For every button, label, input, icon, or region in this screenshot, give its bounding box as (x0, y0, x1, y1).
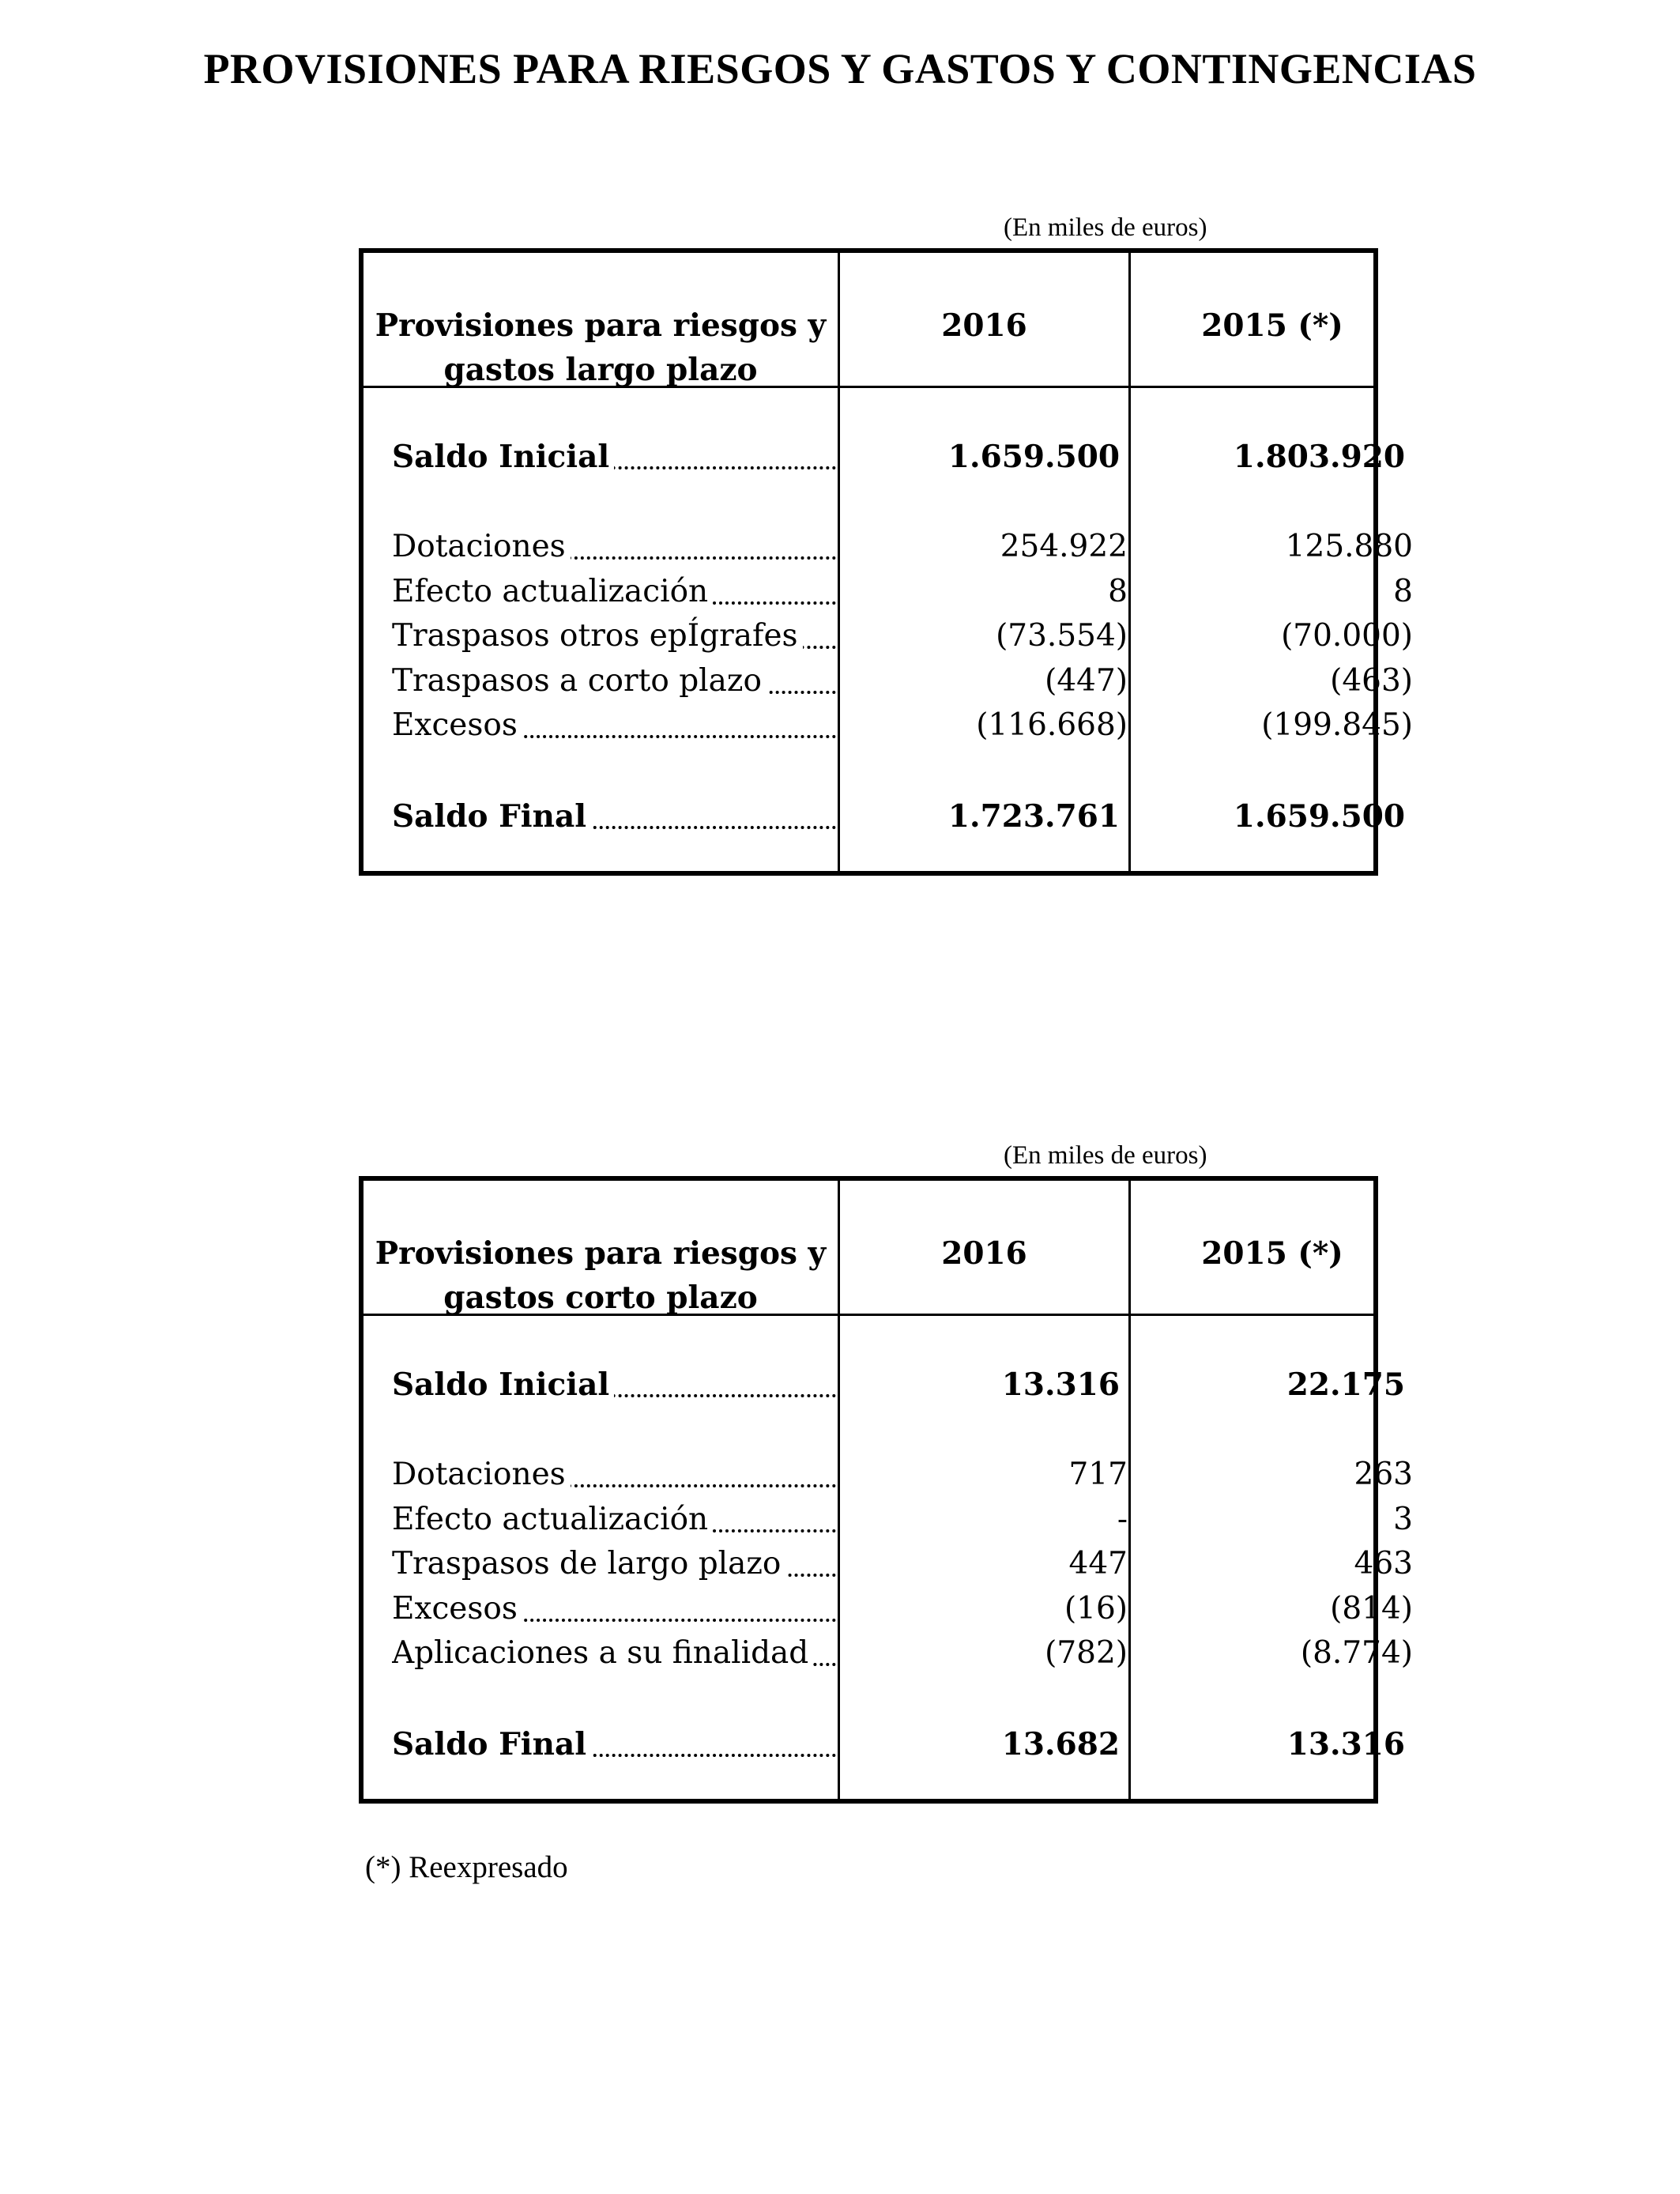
header-label-line2: gastos corto plazo (443, 1280, 758, 1316)
value-2016: 8 (1108, 573, 1128, 609)
table-row (363, 1542, 1413, 1586)
value-2016: 717 (1068, 1457, 1128, 1492)
table-row (363, 659, 1413, 703)
value-2016: 1.659.500 (947, 439, 1120, 475)
row-label-cell (392, 703, 836, 748)
value-2016: (782) (1045, 1635, 1128, 1671)
value-2015: 125.880 (1285, 529, 1413, 564)
row-label: Traspasos de largo plazo (392, 1546, 785, 1581)
value-2016: - (1117, 1501, 1128, 1537)
table-row (363, 1363, 1405, 1407)
header-year-2016: 2016 (941, 1235, 1027, 1272)
row-label-cell (392, 525, 836, 569)
row-label-cell (392, 1498, 836, 1542)
table-row (363, 1587, 1413, 1631)
value-2016: 447 (1068, 1546, 1128, 1581)
row-label: Traspasos a corto plazo (392, 663, 767, 699)
row-label-cell (392, 570, 836, 614)
row-label: Excesos (392, 707, 522, 743)
row-label-cell (392, 1363, 836, 1407)
value-2015: 13.316 (1286, 1725, 1405, 1762)
value-2015: 1.803.920 (1233, 439, 1405, 475)
row-label-cell (392, 794, 836, 839)
header-year-2015: 2015 (*) (1201, 1235, 1343, 1272)
value-2016: (73.554) (996, 618, 1128, 654)
header-label-line1: Provisiones para riesgos y (375, 307, 827, 344)
value-2015: (463) (1330, 662, 1413, 699)
value-2015: 22.175 (1286, 1367, 1405, 1403)
table-row (363, 1453, 1413, 1497)
row-label-cell (392, 435, 836, 479)
row-label: Saldo Inicial (392, 439, 614, 475)
row-label-cell (392, 1631, 836, 1676)
value-2016: 13.682 (1001, 1725, 1120, 1762)
value-2015: (199.845) (1261, 707, 1413, 743)
value-2016: 13.316 (1001, 1367, 1120, 1403)
value-2015: 3 (1393, 1501, 1413, 1537)
table-row (363, 435, 1405, 479)
unit-note: (En miles de euros) (1004, 213, 1207, 242)
provisions-short-term-table (359, 1176, 1413, 1804)
table-row (363, 1631, 1413, 1676)
table-row (363, 703, 1413, 748)
row-label: Saldo Inicial (392, 1367, 614, 1403)
row-label-cell (392, 614, 836, 658)
row-label: Dotaciones (392, 1457, 571, 1492)
table-row (363, 525, 1413, 569)
row-label: Dotaciones (392, 529, 571, 564)
value-2015: 463 (1354, 1546, 1413, 1581)
row-label: Traspasos otros epÍgrafes (392, 618, 803, 654)
table-row (363, 570, 1413, 614)
page-title: PROVISIONES PARA RIESGOS Y GASTOS Y CONTINGENCIAS (203, 45, 1477, 92)
table-row (363, 1498, 1413, 1542)
value-2016: (116.668) (976, 707, 1128, 743)
value-2015: 1.659.500 (1233, 797, 1405, 835)
row-label-cell (392, 1453, 836, 1497)
value-2015: (8.774) (1300, 1635, 1413, 1671)
row-label-cell (392, 1542, 836, 1586)
row-label: Efecto actualización (392, 574, 713, 609)
footnote: (*) Reexpresado (365, 1850, 568, 1884)
value-2015: 8 (1393, 573, 1413, 609)
table-row (363, 614, 1413, 658)
table-row (363, 1722, 1405, 1766)
value-2015: (70.000) (1281, 618, 1413, 654)
value-2016: 254.922 (1000, 529, 1128, 564)
table-row (363, 794, 1405, 839)
header-label-line1: Provisiones para riesgos y (375, 1235, 827, 1272)
header-year-2015: 2015 (*) (1201, 307, 1343, 344)
value-2015: (814) (1330, 1590, 1413, 1627)
row-label: Saldo Final (392, 1726, 591, 1762)
row-label-cell (392, 1587, 836, 1631)
provisions-long-term-table (359, 248, 1413, 876)
row-label: Excesos (392, 1591, 522, 1627)
row-label: Efecto actualización (392, 1502, 713, 1537)
value-2015: 263 (1354, 1457, 1413, 1492)
unit-note: (En miles de euros) (1004, 1141, 1207, 1170)
row-label: Saldo Final (392, 798, 591, 835)
row-label-cell (392, 659, 836, 703)
header-label-line2: gastos largo plazo (443, 352, 758, 388)
value-2016: (447) (1045, 662, 1128, 699)
header-year-2016: 2016 (941, 307, 1027, 344)
value-2016: 1.723.761 (947, 797, 1120, 835)
value-2016: (16) (1064, 1590, 1128, 1627)
row-label: Aplicaciones a su finalidad (392, 1635, 813, 1671)
row-label-cell (392, 1722, 836, 1766)
